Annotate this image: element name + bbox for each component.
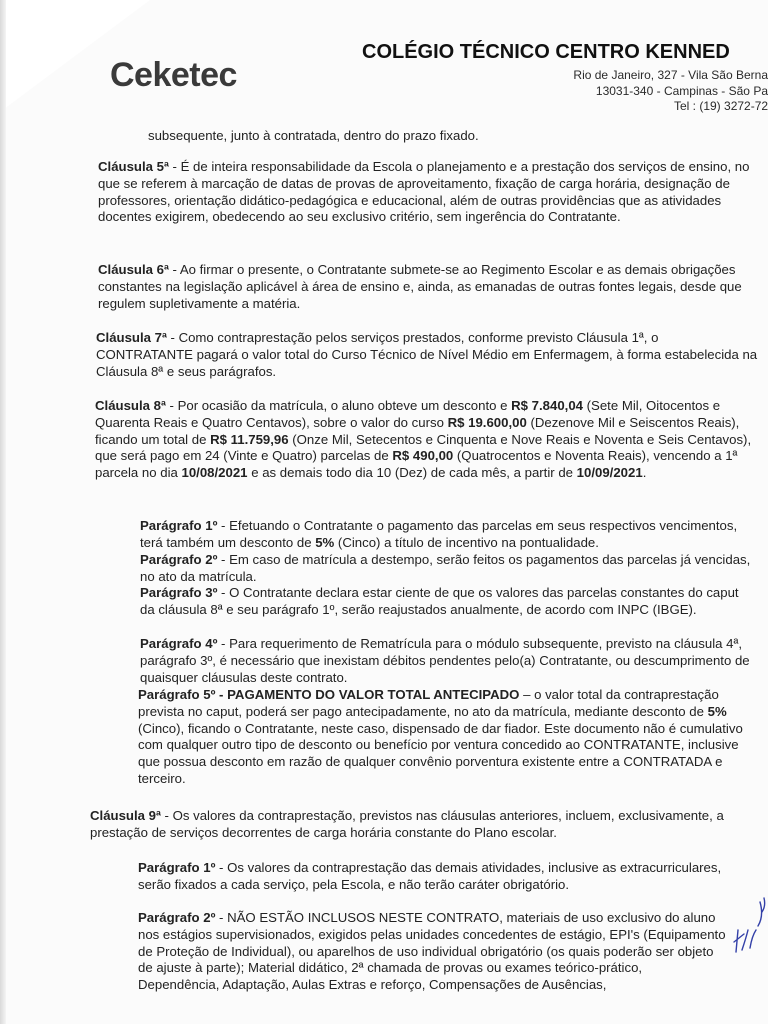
clause-8 (95, 398, 759, 482)
clause-9-paragraph-2 (138, 910, 726, 994)
clause-5-text: - É de inteira responsabilidade da Escola o planejamento e a prestação dos serviços de ensino, no que se referem à marcação de datas de provas de aproveitamento, fixação de carga horária, designação de professores, orientação didático-pedagógica e educacional, além de outras providências que as atividades docentes exigirem, obedecendo ao seu exclusivo critério, sem ingerência do Contratante. (98, 159, 750, 225)
paragraph-3-text: - O Contratante declara estar ciente de que os valores das parcelas constantes do caput da cláusula 8ª e seu parágrafo 1º, serão reajustados anualmente, de acordo com INPC (IBGE). (140, 585, 739, 617)
clause-8-text-3: (Dezenove Mil e Seiscentos Reais), ficando um total de (95, 414, 740, 447)
clause-9-paragraph-2-title: Parágrafo 2º (138, 910, 216, 925)
clause-7-title: Cláusula 7ª (96, 330, 167, 345)
clause-6-text: - Ao firmar o presente, o Contratante submete-se ao Regimento Escolar e as demais obrigações constantes na legislação aplicável à área de ensino e, ainda, as emanadas de outras fontes legais, desde que regulem supletivamente a matéria. (98, 262, 742, 311)
paragraph-2-title: Parágrafo 2º (140, 552, 218, 567)
paragraph-1-percent: 5% (315, 534, 335, 550)
paragraph-1 (140, 518, 754, 552)
clause-8-total: R$ 11.759,96 (210, 431, 289, 447)
clause-5 (98, 159, 758, 226)
paragraph-1-text-1: - Efetuando o Contratante o pagamento das parcelas em seus respectivos vencimentos, terá também um desconto de (140, 518, 738, 550)
paragraph-5-text-2: (Cinco), ficando o Contratante, neste caso, dispensado de dar fiador. Este documento não é cumulativo com qualquer outro tipo de desconto ou benefício por ventura concedido ao CONTRATANTE, inclusive que possua desconto em razão de qualquer convênio porventura existente entre a CONTRATADA e terceiro. (138, 720, 743, 786)
paragraph-3 (140, 585, 754, 619)
clause-6 (98, 262, 758, 312)
paragraph-4-text: - Para requerimento de Rematrícula para o módulo subsequente, previsto na cláusula 4ª, parágrafo 3º, é necessário que inexistam débitos pendentes pelo(a) Contratante, ou descumprimento de quaisquer cláusulas deste contrato. (140, 636, 750, 685)
clause-8-installment: R$ 490,00 (392, 448, 454, 464)
paragraph-3-title: Parágrafo 3º (140, 585, 218, 600)
paragraph-5-percent: 5% (707, 703, 727, 719)
paragraph-5-text-1: – o valor total da contraprestação prevista no caput, poderá ser pago antecipadamente, no ato da matrícula, mediante desconto de (138, 687, 719, 719)
paragraph-1-text-2: (Cinco) a título de incentivo na pontualidade. (334, 534, 599, 550)
address-line-1: Rio de Janeiro, 327 - Vila São Berna (573, 68, 768, 82)
clause-8-text-2: (Sete Mil, Oitocentos e Quarenta Reais e Quatro Centavos), sobre o valor do curso (95, 398, 721, 430)
clause-9-title: Cláusula 9ª (90, 808, 161, 823)
clause-8-title: Cláusula 8ª (95, 398, 166, 413)
clause-7-text: - Como contraprestação pelos serviços prestados, conforme previsto Cláusula 1ª, o CONTRATANTE pagará o valor total do Curso Técnico de Nível Médio em Enfermagem, à forma estabelecida na Cláusula 8ª e seus parágrafos. (96, 330, 758, 379)
clause-9-paragraph-1 (138, 860, 728, 894)
clause-8-text-7: . (642, 465, 647, 481)
paragraph-1-title: Parágrafo 1º (140, 518, 218, 533)
clause-8-discount: R$ 7.840,04 (511, 398, 583, 413)
paragraph-2 (140, 552, 754, 586)
school-logo: Ceketec (110, 56, 237, 94)
clause-9-paragraph-2-text: - NÃO ESTÃO INCLUSOS NESTE CONTRATO, materiais de uso exclusivo do aluno nos estágios supervisionados, exigidos pelas unidades concedentes de estágio, EPI's (Equipamento de Proteção de Individual), ou aparelhos de uso individual obrigatório (os quais poderão ser objeto de ajuste à parte); Material didático, 2ª chamada de provas ou exames teórico-prático, Dependência, Adaptação, Aulas Extras e reforço, Compensações de Ausências, (138, 910, 726, 993)
paragraph-4 (140, 636, 754, 686)
clause-8-text-4: (Onze Mil, Setecentos e Cinquenta e Nove Reais e Noventa e Seis Centavos), que será pago em 24 (Vinte e Quatro) parcelas de (95, 431, 752, 464)
school-name: COLÉGIO TÉCNICO CENTRO KENNED (362, 41, 730, 63)
clause-8-text-1: - Por ocasião da matrícula, o aluno obteve um desconto e (165, 398, 512, 413)
clause-8-text-6: e as demais todo dia 10 (Dez) de cada mês, a partir de (247, 465, 577, 481)
clause-5-title: Cláusula 5ª (98, 159, 169, 174)
clause-7 (96, 330, 758, 380)
paragraph-4-title: Parágrafo 4º (140, 636, 218, 651)
clause-6-title: Cláusula 6ª (98, 262, 169, 277)
intro-line: subsequente, junto à contratada, dentro do prazo fixado. (148, 128, 479, 143)
paragraph-5-title: Parágrafo 5º - PAGAMENTO DO VALOR TOTAL ANTECIPADO (138, 687, 520, 702)
address-line-2: 13031-340 - Campinas - São Pa (595, 84, 768, 98)
handwritten-signature (728, 890, 768, 960)
clause-8-start-date: 10/09/2021 (576, 465, 643, 481)
clause-9 (90, 808, 750, 842)
clause-8-course-value: R$ 19.600,00 (447, 414, 527, 430)
clause-9-paragraph-1-text: - Os valores da contraprestação das demais atividades, inclusive as extracurriculares, serão fixados a cada serviço, pela Escola, e não terão caráter obrigatório. (138, 860, 722, 892)
phone-line: Tel : (19) 3272-72 (674, 99, 768, 113)
clause-9-paragraph-1-title: Parágrafo 1º (138, 860, 216, 875)
clause-8-text-5: (Quatrocentos e Noventa Reais), vencendo a 1ª parcela no dia (95, 448, 738, 481)
clause-9-text: - Os valores da contraprestação, previstos nas cláusulas anteriores, incluem, exclusivamente, a prestação de serviços decorrentes de carga horária constante do Plano escolar. (90, 808, 724, 840)
paragraph-5 (138, 687, 754, 788)
paragraph-2-text: - Em caso de matrícula a destempo, serão feitos os pagamentos das parcelas já vencidas, no ato da matrícula. (140, 552, 751, 584)
clause-8-first-date: 10/08/2021 (181, 465, 248, 481)
page-edge-shadow (0, 0, 6, 1024)
